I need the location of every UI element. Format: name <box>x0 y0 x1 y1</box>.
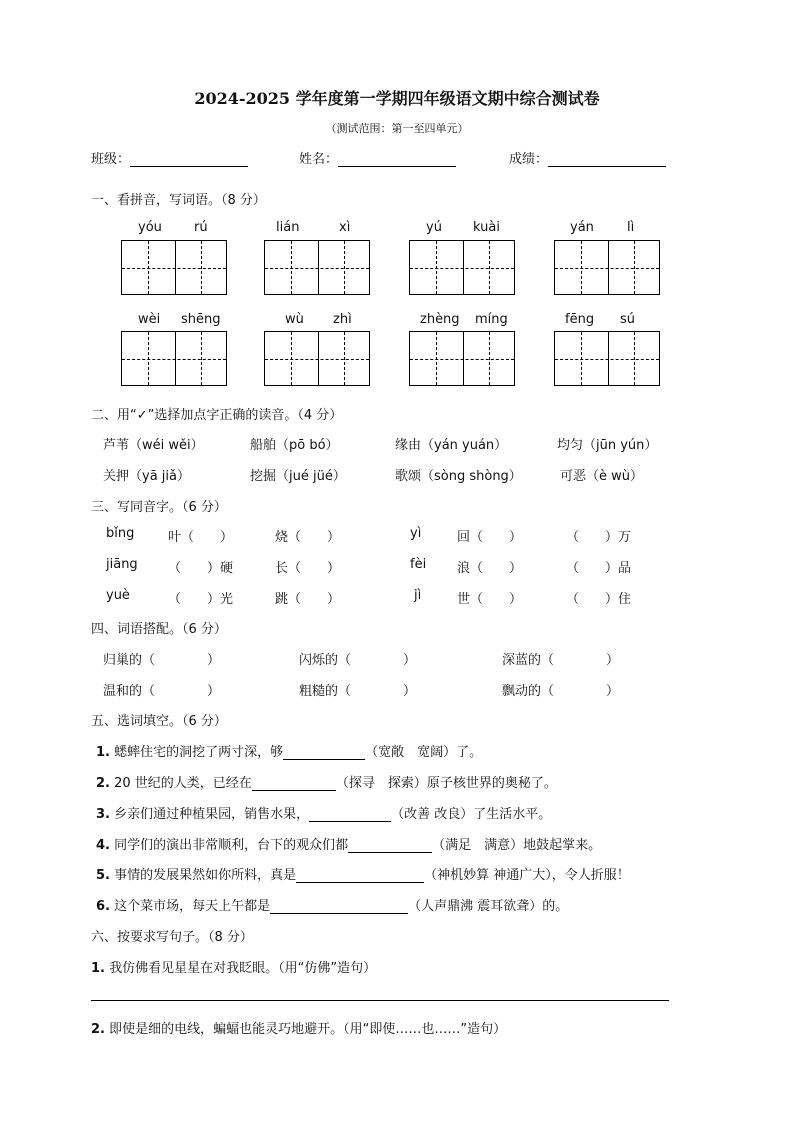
reading-choice[interactable]: 歌颂（sòng shòng） <box>395 469 522 484</box>
fill-blank[interactable] <box>348 839 432 853</box>
homophone-blank[interactable]: （ ）万 <box>566 530 632 545</box>
writing-grid[interactable] <box>264 240 370 295</box>
name-label: 姓名： <box>299 152 339 167</box>
section-6-heading: 六、按要求写句子。（8 分） <box>91 930 253 945</box>
homophone-blank[interactable]: 世（ ） <box>457 592 523 607</box>
homophone-blank[interactable]: 浪（ ） <box>457 561 523 576</box>
fill-sentence-5: 5. 事情的发展果然如你所料，真是 （神机妙算 神通广大），令人折服！ <box>96 868 630 883</box>
fill-blank[interactable] <box>309 808 391 822</box>
name-field[interactable] <box>299 148 456 167</box>
pinyin: shēng <box>181 312 221 327</box>
homophone-blank[interactable]: （ ）光 <box>168 592 234 607</box>
writing-grid[interactable] <box>554 240 660 295</box>
pinyin: yóu <box>138 220 162 235</box>
pinyin: sú <box>620 312 636 327</box>
reading-choice[interactable]: 可恶（è wù） <box>560 469 644 484</box>
homophone-blank[interactable]: 烧（ ） <box>275 530 341 545</box>
pinyin: rú <box>194 220 208 235</box>
pinyin: zhì <box>333 312 352 327</box>
reading-choice[interactable]: 缘由（yán yuán） <box>395 438 508 453</box>
pinyin: kuài <box>473 220 500 235</box>
writing-grid[interactable] <box>409 331 515 386</box>
name-blank[interactable] <box>338 152 456 167</box>
homophone-blank[interactable]: （ ）硬 <box>168 561 234 576</box>
section-5-heading: 五、选词填空。（6 分） <box>91 714 227 729</box>
section-4-heading: 四、词语搭配。（6 分） <box>91 622 227 637</box>
class-field[interactable] <box>91 148 248 167</box>
fill-blank[interactable] <box>270 900 408 914</box>
pinyin: fēng <box>565 312 595 327</box>
homophone-blank[interactable]: （ ）住 <box>566 592 632 607</box>
section-3-heading: 三、写同音字。（6 分） <box>91 500 227 515</box>
reading-choice[interactable]: 关押（yā jiǎ） <box>103 469 190 484</box>
fill-blank[interactable] <box>296 869 424 883</box>
homophone-blank[interactable]: （ ）品 <box>566 561 632 576</box>
fill-blank[interactable] <box>283 746 365 760</box>
score-field[interactable] <box>509 148 666 167</box>
pinyin: lì <box>627 220 635 235</box>
fill-sentence-2: 2. 20 世纪的人类，已经在 （探寻 探索）原子核世界的奥秘了。 <box>96 776 557 791</box>
section-2-heading: 二、用“✓”选择加点字正确的读音。（4 分） <box>91 408 343 423</box>
pinyin: míng <box>475 312 508 327</box>
pinyin: yán <box>570 220 594 235</box>
reading-choice[interactable]: 均匀（jūn yún） <box>557 438 658 453</box>
homophone-blank[interactable]: 跳（ ） <box>275 592 341 607</box>
page-title: 2024-2025 学年度第一学期四年级语文期中综合测试卷 <box>194 89 600 108</box>
homophone-blank[interactable]: 长（ ） <box>275 561 341 576</box>
writing-grid[interactable] <box>264 331 370 386</box>
homophone-pinyin: jì <box>414 588 422 603</box>
reading-choice[interactable]: 挖掘（jué jüé） <box>250 469 346 484</box>
fill-sentence-3: 3. 乡亲们通过种植果园，销售水果， （改善 改良）了生活水平。 <box>96 807 552 822</box>
writing-grid[interactable] <box>554 331 660 386</box>
collocation-item[interactable]: 闪烁的（ ） <box>299 653 417 668</box>
homophone-pinyin: yuè <box>106 588 130 603</box>
homophone-pinyin: bǐng <box>106 526 135 541</box>
pinyin: xì <box>339 220 351 235</box>
fill-sentence-4: 4. 同学们的演出非常顺利，台下的观众们都 （满足 满意）地鼓起掌来。 <box>96 838 602 853</box>
sentence-task-2: 2. 即使是细的电线，蝙蝠也能灵巧地避开。（用“即使……也……”造句） <box>91 1022 507 1037</box>
collocation-item[interactable]: 粗糙的（ ） <box>299 684 417 699</box>
pinyin: zhèng <box>420 312 460 327</box>
homophone-pinyin: fèi <box>410 557 427 572</box>
class-blank[interactable] <box>130 152 248 167</box>
class-label: 班级： <box>91 152 131 167</box>
homophone-blank[interactable]: 叶（ ） <box>168 530 234 545</box>
score-blank[interactable] <box>548 152 666 167</box>
writing-grid[interactable] <box>121 240 227 295</box>
page-subtitle: （测试范围：第一至四单元） <box>325 122 469 135</box>
score-label: 成绩： <box>509 152 549 167</box>
fill-blank[interactable] <box>252 777 336 791</box>
homophone-pinyin: yì <box>410 526 422 541</box>
collocation-item[interactable]: 深蓝的（ ） <box>502 653 620 668</box>
homophone-blank[interactable]: 回（ ） <box>457 530 523 545</box>
pinyin: wù <box>285 312 304 327</box>
homophone-pinyin: jiāng <box>106 557 138 572</box>
section-1-heading: 一、看拼音，写词语。（8 分） <box>91 193 266 208</box>
sentence-task-1: 1. 我仿佛看见星星在对我眨眼。（用“仿佛”造句） <box>91 961 377 976</box>
reading-choice[interactable]: 芦苇（wéi wěi） <box>103 438 204 453</box>
fill-sentence-1: 1. 蟋蟀住宅的洞挖了两寸深，够 （宽敞 宽阔）了。 <box>96 745 483 760</box>
writing-grid[interactable] <box>121 331 227 386</box>
reading-choice[interactable]: 船舶（pō bó） <box>250 438 339 453</box>
pinyin: lián <box>276 220 300 235</box>
pinyin: yú <box>426 220 442 235</box>
fill-sentence-6: 6. 这个菜市场，每天上午都是 （人声鼎沸 震耳欲聋）的。 <box>96 899 569 914</box>
collocation-item[interactable]: 飘动的（ ） <box>502 684 620 699</box>
pinyin: wèi <box>138 312 161 327</box>
collocation-item[interactable]: 归巢的（ ） <box>103 653 221 668</box>
collocation-item[interactable]: 温和的（ ） <box>103 684 221 699</box>
writing-grid[interactable] <box>409 240 515 295</box>
answer-line[interactable] <box>91 1000 669 1001</box>
